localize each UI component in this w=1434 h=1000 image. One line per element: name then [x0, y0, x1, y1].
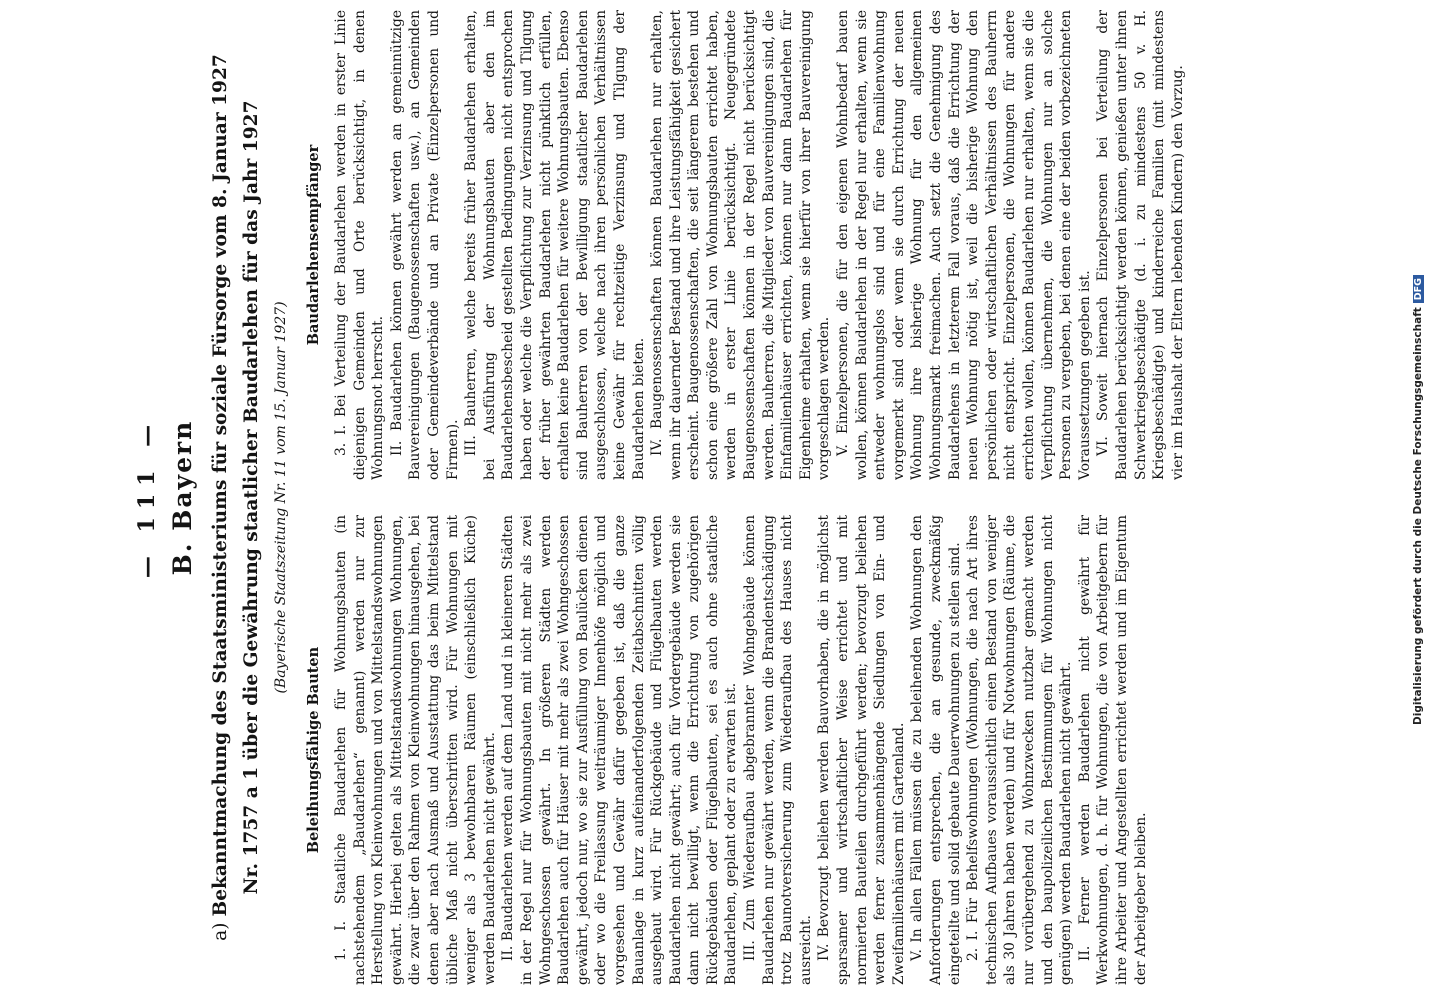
- rotated-page-content: [130, 10, 1310, 985]
- paragraph: 2. I. Für Behelfswohnungen (Wohnungen, die nach Art ihres technischen Aufbaues voraussichtlich einen Bestand von weniger als 30 Jahren haben werden) und für Notwohnungen (Räume, die nur vorübergehend zu Wohnzwecken nutzbar gemacht werden und den baupolizeilichen Bestimmungen für Wohnungen nicht genügen) werden Baudarlehen nicht gewährt.: [965, 515, 1075, 985]
- paragraph: V. Einzelpersonen, die für den eigenen Wohnbedarf bauen wollen, können Baudarlehen in der Regel nur erhalten, wenn sie entweder wohnungslos sind und für eine Familienwohnung vorgemerkt sind oder wenn sie durch Errichtung der neuen Wohnung ihre bisherige Wohnung für den allgemeinen Wohnungsmarkt freimachen. Auch setzt die Genehmigung des Baudarlehens in letzterem Fall voraus, daß die Errichtung der neuen Wohnung nötig ist, weil die bisherige Wohnung den persönlichen oder wirtschaftlichen Verhältnissen des Bauherrn nicht entspricht. Einzelpersonen, die Wohnungen für andere errichten wollen, können Baudarlehen nur erhalten, wenn sie die Verpflichtung übernehmen, die Wohnungen nur an solche Personen zu vergeben, bei denen eine der beiden vorbezeichneten Voraussetzungen gegeben ist.: [835, 10, 1093, 480]
- paragraph: 1. I. Staatliche Baudarlehen für Wohnungsbauten (in nachstehendem „Baudarlehen“ genannt) werden nur zur Herstellung von Kleinwohnungen und von Mittelstandswohnungen gewährt. Hierbei gelten als Mittelstandswohnungen Wohnungen, die zwar über den Rahmen von Kleinwohnungen hinausgehen, bei denen aber nach Ausmaß und Ausstattung das beim Mittelstand übliche Maß nicht überschritten wird. Für Wohnungen mit weniger als 3 bewohnbaren Räumen (einschließlich Küche) werden Baudarlehen nicht gewährt.: [333, 515, 498, 985]
- column-heading: Beleihungsfähige Bauten: [305, 646, 322, 854]
- dfg-logo: DFG: [1413, 275, 1424, 303]
- title-line-2: Nr. 1757 a 1 über die Gewährung staatlicher Baudarlehen für das Jahr 1927: [241, 100, 262, 895]
- title-line-1: Bekanntmachung des Staatsministeriums für soziale Fürsorge vom 8. Januar 1927: [210, 54, 231, 917]
- paragraph: II. Baudarlehen können gewährt werden an gemeinnützige Bauvereinigungen (Baugenossenschaften usw.), an Gemeinden oder Gemeindeverbände und an Private (Einzelpersonen und Firmen).: [388, 10, 461, 480]
- document-title: [205, 10, 267, 985]
- paragraph: 3. I. Bei Verteilung der Baudarlehen werden in erster Linie diejenigen Gemeinden und Orte berücksichtigt, in denen Wohnungsnot herrscht.: [333, 10, 387, 480]
- page-number: — 111 —: [134, 416, 160, 579]
- funding-text: Digitalisierung gefördert durch die Deutsche Forschungsgemeinschaft: [1412, 307, 1424, 725]
- paragraph: V. In allen Fällen müssen die zu beleihenden Wohnungen den Anforderungen entsprechen, die an gesunde, zweckmäßig eingeteilte und solid gebaute Dauerwohnungen zu stellen sind.: [909, 515, 963, 985]
- funding-note: [1412, 15, 1424, 985]
- title-label: a): [210, 922, 231, 941]
- paragraph: II. Baudarlehen werden auf dem Land und in kleineren Städten in der Regel nur für Wohnungsbauten mit nicht mehr als zwei Wohngeschossen gewährt. In größeren Städten werden Baudarlehen auch für Häuser mit mehr als zwei Wohngeschossen gewährt, jedoch nur, wo sie zur Ausfüllung von Baulücken dienen oder wo die Freilassung weiträumiger Innenhöfe möglich und vorgesehen und Gewähr dafür gegeben ist, daß die ganze Bauanlage in kurz aufeinanderfolgenden Zeitabschnitten völlig ausgebaut wird. Für Rückgebäude und Flügelbauten werden Baudarlehen nicht gewährt; auch für Vordergebäude werden sie dann nicht bewilligt, wenn die Errichtung von zugehörigen Rückgebäuden oder Flügelbauten, sei es auch ohne staatliche Baudarlehen, geplant oder zu erwarten ist.: [500, 515, 740, 985]
- paragraph: VI. Soweit hiernach Einzelpersonen bei Verteilung der Baudarlehen berücksichtigt werden können, genießen unter ihnen Schwerkriegsbeschädigte (d. i. zu mindestens 50 v. H. Kriegsbeschädigte) und kinderreiche Familien (mit mindestens vier im Haushalt der Eltern lebenden Kindern) den Vorzug.: [1095, 10, 1186, 480]
- paragraph: IV. Bevorzugt beliehen werden Bauvorhaben, die in möglichst sparsamer und wirtschaftlicher Weise errichtet und mit normierten Bauteilen durchgeführt werden; bevorzugt beliehen werden ferner zusammenhängende Siedlungen von Ein- und Zweifamilienhäusern mit Gartenland.: [816, 515, 907, 985]
- paragraph: II. Ferner werden Baudarlehen nicht gewährt für Werkwohnungen, d. h. für Wohnungen, die von Arbeitgebern für ihre Arbeiter und Angestellten errichtet werden und im Eigentum der Arbeitgeber bleiben.: [1076, 515, 1149, 985]
- section-heading: B. Bayern: [168, 419, 197, 576]
- column-right: [303, 10, 1187, 480]
- source-citation: (Bayerische Staatszeitung Nr. 11 vom 15. Januar 1927): [273, 301, 289, 694]
- column-left: [303, 515, 1187, 985]
- paragraph: III. Zum Wiederaufbau abgebrannter Wohngebäude können Baudarlehen nur gewährt werden, wenn die Brandentschädigung trotz Baunotversicherung zum Wiederaufbau des Hauses nicht ausreicht.: [742, 515, 814, 985]
- paragraph: III. Bauherren, welche bereits früher Baudarlehen erhalten, bei Ausführung der Wohnungsbauten aber den im Baudarlehensbescheid gestellten Bedingungen nicht entsprochen haben oder welche die Verpflichtung zur Verzinsung und Tilgung der früher gewährten Baudarlehen nicht pünktlich erfüllen, erhalten keine Baudarlehen für weitere Wohnungsbauten. Ebenso sind Bauherren von der Bewilligung staatlicher Baudarlehen ausgeschlossen, welche nach ihren persönlichen Verhältnissen keine Gewähr für rechtzeitige Verzinsung und Tilgung der Baudarlehen bieten.: [463, 10, 647, 480]
- paragraph: IV. Baugenossenschaften können Baudarlehen nur erhalten, wenn ihr dauernder Bestand und ihre Leistungsfähigkeit gesichert erscheint. Baugenossenschaften, die seit längerem bestehen und schon eine größere Zahl von Wohnungsbauten errichtet haben, werden in erster Linie berücksichtigt. Neugegründete Baugenossenschaften können in der Regel nicht berücksichtigt werden. Bauherren, die Mitglieder von Bauvereinigungen sind, die Einfamilienhäuser errichten, können nur dann Baudarlehen für Eigenheime erhalten, wenn sie hierfür von ihrer Bauvereinigung vorgeschlagen werden.: [649, 10, 833, 480]
- column-heading: Baudarlehensempfänger: [305, 144, 322, 346]
- text-columns: [303, 10, 1187, 985]
